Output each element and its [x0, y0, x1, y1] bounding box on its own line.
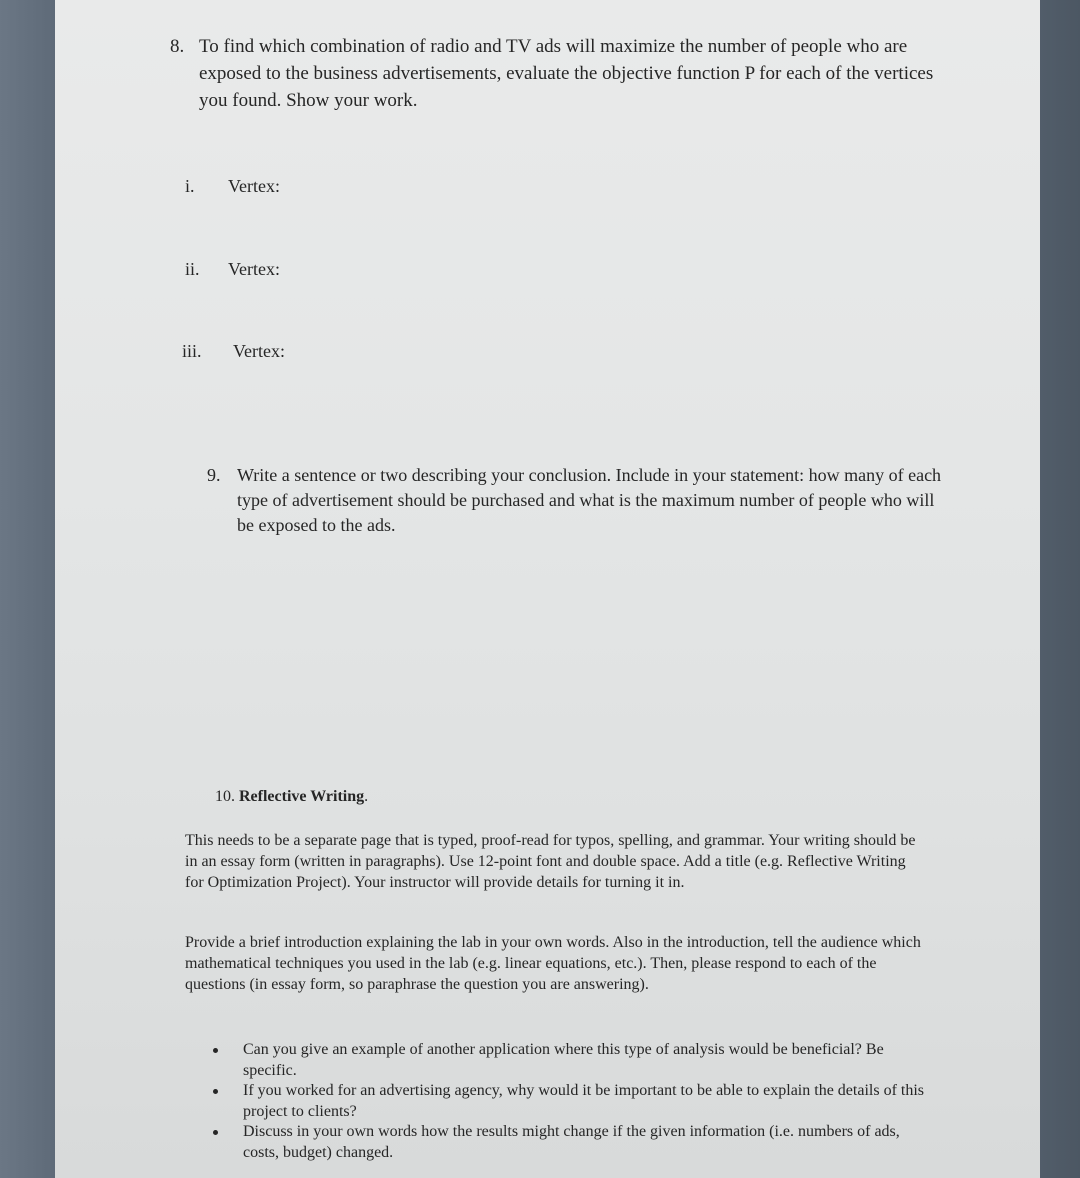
vertex-numeral: i. — [185, 176, 195, 196]
bullet-icon — [213, 1089, 218, 1094]
bullet-icon — [213, 1048, 218, 1053]
question-10-number: 10. — [215, 788, 235, 805]
vertex-numeral: ii. — [185, 259, 200, 279]
question-8 — [170, 33, 960, 114]
question-9-text: Write a sentence or two describing your conclusion. Include in your statement: how many of each type of advertisement should be purchased and what is the maximum number of people who will be exposed to the ads. — [237, 465, 942, 535]
question-10-paragraph-2: Provide a brief introduction explaining the lab in your own words. Also in the introduction, tell the audience which mathematical techniques you used in the lab (e.g. linear equations, etc.). Then, please respond to each of the questions (in essay form, so paraphrase the question you are answering). — [185, 934, 921, 993]
vertex-label: Vertex: — [228, 259, 280, 279]
list-item — [205, 1122, 925, 1163]
list-item — [205, 1040, 925, 1081]
question-10-bullet-list — [205, 1040, 925, 1163]
bullet-text: Discuss in your own words how the results might change if the given information (i.e. numbers of ads, costs, budget) changed. — [243, 1123, 900, 1161]
vertex-item — [185, 174, 280, 198]
vertex-numeral: iii. — [182, 341, 202, 361]
question-10-title: Reflective Writing — [239, 788, 365, 805]
question-8-text: To find which combination of radio and TV ads will maximize the number of people who are exposed to the business advertisements, evaluate the objective function P for each of the vertices you found. Show your work. — [199, 36, 934, 111]
vertex-item — [185, 257, 280, 281]
question-9-number: 9. — [207, 465, 221, 485]
question-10-title-punct: . — [364, 788, 369, 805]
list-item — [205, 1081, 925, 1122]
question-10-heading — [215, 786, 368, 808]
vertex-label: Vertex: — [228, 176, 280, 196]
bullet-icon — [213, 1130, 218, 1135]
vertex-label: Vertex: — [233, 341, 285, 361]
bullet-text: If you worked for an advertising agency, why would it be important to be able to explain the details of this project to clients? — [243, 1082, 925, 1120]
vertex-item — [182, 339, 285, 363]
document-page — [55, 0, 1040, 1178]
question-9 — [207, 463, 947, 538]
bullet-text: Can you give an example of another application where this type of analysis would be beneficial? Be specific. — [243, 1041, 884, 1079]
question-10-paragraph-1: This needs to be a separate page that is typed, proof-read for typos, spelling, and grammar. Your writing should be in an essay form (written in paragraphs). Use 12-point font and double space. Add a title (e.g. Reflective Writing for Optimization Project). Your instructor will provide details for turning it in. — [185, 832, 916, 891]
question-8-number: 8. — [170, 36, 185, 57]
